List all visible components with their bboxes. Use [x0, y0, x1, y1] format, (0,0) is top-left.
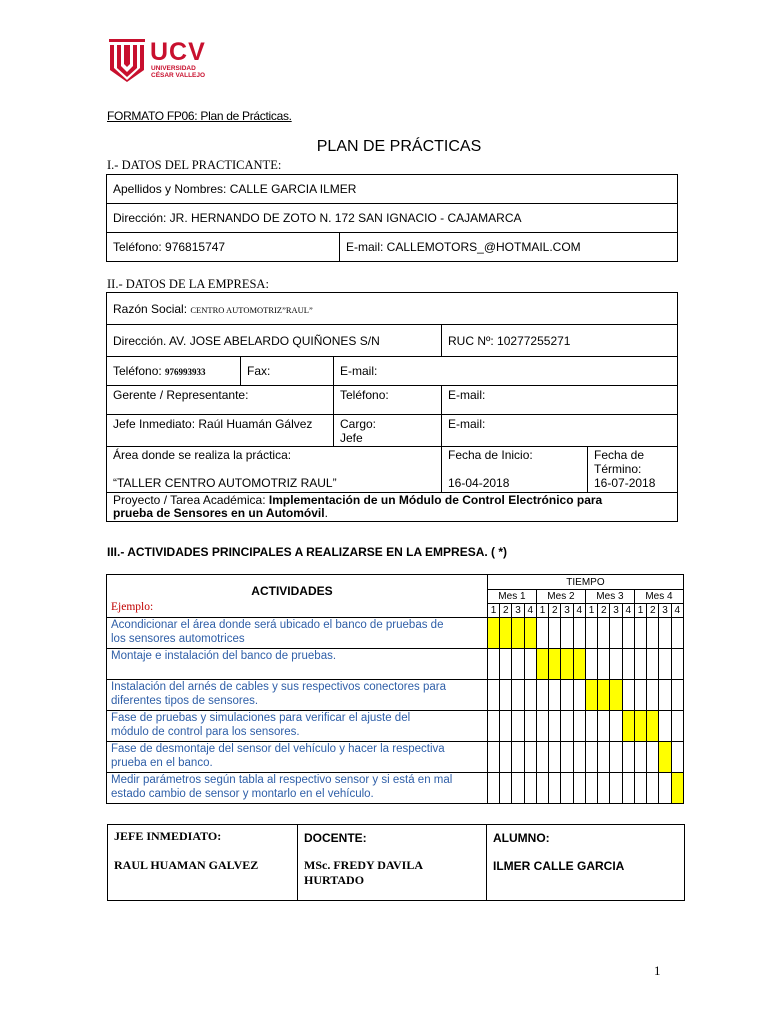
actividades-header-cell [107, 575, 488, 618]
week-cell [512, 742, 524, 773]
tiempo-header: TIEMPO [487, 575, 683, 590]
week-cell [610, 773, 622, 804]
activity-line-1: Montaje e instalación del banco de pruebas. [111, 650, 337, 662]
page-title [0, 138, 768, 156]
week-cell [524, 711, 536, 742]
email-cell: E-mail: CALLEMOTORS_@HOTMAIL.COM [340, 233, 678, 262]
area-value: “TALLER CENTRO AUTOMOTRIZ RAUL” [113, 476, 337, 490]
month-header: Mes 1 [487, 590, 536, 604]
week-cell [536, 680, 548, 711]
week-cell [634, 680, 646, 711]
week-cell [610, 711, 622, 742]
activity-line-1: Fase de pruebas y simulaciones para verificar el ajuste del [111, 712, 411, 724]
section-3-heading: III.- ACTIVIDADES PRINCIPALES A REALIZARSE EN LA EMPRESA. ( *) [107, 545, 508, 559]
week-cell [536, 711, 548, 742]
logo-sub-line-2: CÉSAR VALLEJO [151, 72, 206, 79]
week-cell-active [524, 618, 536, 649]
week-cell [573, 618, 585, 649]
week-cell [561, 711, 573, 742]
week-cell-active [647, 711, 659, 742]
activity-line-2: los sensores automotrices [111, 633, 245, 645]
week-cell [524, 680, 536, 711]
week-cell [634, 618, 646, 649]
jefe-cell: Jefe Inmediato: Raúl Huamán Gálvez [107, 415, 334, 447]
week-cell [512, 773, 524, 804]
week-cell [512, 680, 524, 711]
gerente-cell: Gerente / Representante: [107, 386, 334, 415]
activity-description [107, 618, 488, 649]
week-cell [647, 742, 659, 773]
week-cell [622, 742, 634, 773]
activity-description [107, 711, 488, 742]
activity-line-1: Fase de desmontaje del sensor del vehículo y hacer la respectiva [111, 743, 445, 755]
week-cell [512, 711, 524, 742]
week-cell [671, 649, 683, 680]
week-header: 2 [549, 604, 561, 618]
week-cell [573, 742, 585, 773]
section-1-heading: I.- DATOS DEL PRACTICANTE: [107, 158, 282, 172]
week-cell [671, 680, 683, 711]
week-cell [487, 742, 499, 773]
area-label: Área donde se realiza la práctica: [113, 448, 292, 462]
week-header: 2 [647, 604, 659, 618]
activity-row [107, 649, 684, 680]
gerente-telefono-cell: Teléfono: [334, 386, 442, 415]
week-cell [647, 773, 659, 804]
activity-description [107, 649, 488, 680]
week-header: 3 [561, 604, 573, 618]
week-cell [634, 649, 646, 680]
week-header: 1 [634, 604, 646, 618]
week-cell [500, 680, 512, 711]
week-cell [524, 742, 536, 773]
week-cell-active [512, 618, 524, 649]
jefe-email-cell: E-mail: [442, 415, 678, 447]
week-cell [598, 649, 610, 680]
activity-description [107, 742, 488, 773]
week-cell-active [500, 618, 512, 649]
week-cell [622, 649, 634, 680]
termino-label-2: Término: [594, 462, 642, 476]
week-cell [561, 680, 573, 711]
inicio-cell [442, 447, 588, 493]
week-cell [500, 711, 512, 742]
week-cell [659, 773, 671, 804]
docente-name-line-2: HURTADO [304, 873, 365, 887]
week-cell [549, 680, 561, 711]
activity-line-2: diferentes tipos de sensores. [111, 695, 259, 707]
week-cell [561, 773, 573, 804]
week-header: 4 [622, 604, 634, 618]
proyecto-cell [107, 493, 678, 522]
week-header: 2 [500, 604, 512, 618]
week-cell [585, 649, 597, 680]
cargo-value: Jefe [340, 431, 363, 445]
week-cell [598, 773, 610, 804]
page-title-text: PLAN DE PRÁCTICAS [316, 138, 482, 155]
fax-cell: Fax: [241, 357, 334, 386]
week-cell [561, 618, 573, 649]
termino-label-1: Fecha de [594, 448, 645, 462]
week-cell [585, 773, 597, 804]
activity-line-1: Instalación del arnés de cables y sus respectivos conectores para [111, 681, 446, 693]
week-cell-active [671, 773, 683, 804]
month-header: Mes 2 [536, 590, 585, 604]
actividades-table [106, 574, 684, 804]
logo-name: UCV [150, 38, 206, 66]
week-cell [634, 773, 646, 804]
week-cell [573, 773, 585, 804]
week-cell [671, 742, 683, 773]
week-cell [659, 618, 671, 649]
week-header: 4 [671, 604, 683, 618]
week-cell-active [536, 649, 548, 680]
week-header: 3 [659, 604, 671, 618]
week-cell [500, 742, 512, 773]
week-cell [659, 711, 671, 742]
week-cell [487, 773, 499, 804]
cargo-label: Cargo: [340, 417, 377, 431]
week-cell [549, 618, 561, 649]
ucv-logo [108, 38, 218, 84]
week-cell-active [610, 680, 622, 711]
week-cell [585, 742, 597, 773]
week-cell [610, 742, 622, 773]
proyecto-label: Proyecto / Tarea Académica: [113, 493, 269, 507]
razon-social-cell [107, 293, 678, 325]
activity-line-2: módulo de control para los sensores. [111, 726, 300, 738]
apellidos-cell: Apellidos y Nombres: CALLE GARCIA ILMER [107, 175, 678, 204]
gerente-email-cell: E-mail: [442, 386, 678, 415]
week-cell-active [573, 649, 585, 680]
jefe-signature-cell [108, 825, 298, 901]
direccion-cell: Dirección: JR. HERNANDO DE ZOTO N. 172 SAN IGNACIO - CAJAMARCA [107, 204, 678, 233]
week-cell [610, 618, 622, 649]
activity-description [107, 680, 488, 711]
week-cell [622, 680, 634, 711]
area-cell [107, 447, 442, 493]
week-header: 4 [573, 604, 585, 618]
ruc-cell: RUC Nº: 10277255271 [442, 325, 678, 357]
proyecto-end: . [324, 506, 328, 520]
formato-header: FORMATO FP06: Plan de Prácticas. [107, 109, 292, 123]
empresa-direccion-cell: Dirección. AV. JOSE ABELARDO QUIÑONES S/N [107, 325, 442, 357]
actividades-header: ACTIVIDADES [251, 584, 333, 598]
empresa-telefono-label: Teléfono: [113, 364, 166, 378]
alumno-signature-label: ALUMNO: [493, 831, 550, 845]
week-cell [500, 649, 512, 680]
week-cell-active [659, 742, 671, 773]
week-cell [561, 742, 573, 773]
empresa-telefono-cell [107, 357, 241, 386]
jefe-signature-label: JEFE INMEDIATO: [114, 829, 222, 843]
week-cell [549, 711, 561, 742]
week-cell [512, 649, 524, 680]
section-2-heading: II.- DATOS DE LA EMPRESA: [107, 277, 269, 291]
week-header: 1 [585, 604, 597, 618]
week-cell-active [622, 711, 634, 742]
week-cell [610, 649, 622, 680]
week-cell [598, 742, 610, 773]
ejemplo-label: Ejemplo: [111, 601, 154, 613]
practicante-table [106, 174, 678, 262]
week-cell [671, 618, 683, 649]
week-cell [647, 680, 659, 711]
activity-row [107, 773, 684, 804]
week-cell [659, 649, 671, 680]
activity-row [107, 618, 684, 649]
week-cell [634, 742, 646, 773]
cargo-cell [334, 415, 442, 447]
week-header: 3 [512, 604, 524, 618]
docente-signature-cell [298, 825, 487, 901]
proyecto-value-1: Implementación de un Módulo de Control Electrónico para [268, 493, 603, 507]
inicio-value: 16-04-2018 [448, 476, 510, 490]
week-cell [549, 773, 561, 804]
alumno-signature-name: ILMER CALLE GARCIA [493, 859, 625, 873]
week-header: 1 [487, 604, 499, 618]
week-cell-active [598, 680, 610, 711]
week-cell [622, 618, 634, 649]
logo-subtitle [151, 65, 205, 79]
termino-cell [588, 447, 678, 493]
week-cell-active [549, 649, 561, 680]
week-cell [500, 773, 512, 804]
week-cell-active [634, 711, 646, 742]
week-cell [659, 680, 671, 711]
week-cell [536, 773, 548, 804]
docente-signature-label: DOCENTE: [304, 831, 367, 845]
week-cell [487, 711, 499, 742]
week-cell [536, 742, 548, 773]
docente-name-line-1: MSc. FREDY DAVILA [304, 858, 424, 872]
proyecto-value-2: prueba de Sensores en un Automóvil [113, 506, 325, 520]
razon-social-value: CENTRO AUTOMOTRIZ”RAUL” [190, 304, 313, 315]
activity-line-1: Medir parámetros según tabla al respectivo sensor y si está en mal [111, 774, 453, 786]
logo-sub-line-1: UNIVERSIDAD [151, 65, 196, 72]
empresa-email-cell: E-mail: [334, 357, 678, 386]
month-header: Mes 4 [634, 590, 683, 604]
week-cell-active [561, 649, 573, 680]
week-cell [622, 773, 634, 804]
week-cell [487, 649, 499, 680]
page-number: 1 [654, 963, 661, 978]
signatures-table [107, 824, 685, 901]
week-cell-active [585, 680, 597, 711]
week-cell [671, 711, 683, 742]
week-cell [549, 742, 561, 773]
ucv-shield-icon [108, 38, 146, 82]
termino-value: 16-07-2018 [594, 476, 656, 490]
week-cell [573, 711, 585, 742]
week-cell [585, 618, 597, 649]
month-header: Mes 3 [585, 590, 634, 604]
empresa-telefono-value: 976993933 [165, 367, 206, 377]
week-cell [598, 618, 610, 649]
alumno-signature-cell [487, 825, 685, 901]
week-cell [585, 711, 597, 742]
week-cell [647, 618, 659, 649]
week-cell [524, 649, 536, 680]
jefe-signature-name: RAUL HUAMAN GALVEZ [114, 858, 259, 872]
activity-line-2: prueba en el banco. [111, 757, 213, 769]
activity-line-2: estado cambio de sensor y montarlo en el vehículo. [111, 788, 374, 800]
activity-row [107, 711, 684, 742]
activity-line-1: Acondicionar el área donde será ubicado el banco de pruebas de [111, 619, 444, 631]
week-cell [524, 773, 536, 804]
week-cell [536, 618, 548, 649]
activity-row [107, 680, 684, 711]
week-header: 2 [598, 604, 610, 618]
week-header: 1 [536, 604, 548, 618]
telefono-cell: Teléfono: 976815747 [107, 233, 340, 262]
week-cell [598, 711, 610, 742]
inicio-label: Fecha de Inicio: [448, 448, 533, 462]
week-cell [487, 680, 499, 711]
razon-social-label: Razón Social: [113, 301, 191, 316]
week-cell [573, 680, 585, 711]
week-cell [647, 649, 659, 680]
activity-row [107, 742, 684, 773]
activity-description [107, 773, 488, 804]
empresa-table [106, 292, 678, 522]
week-header: 4 [524, 604, 536, 618]
week-cell-active [487, 618, 499, 649]
week-header: 3 [610, 604, 622, 618]
